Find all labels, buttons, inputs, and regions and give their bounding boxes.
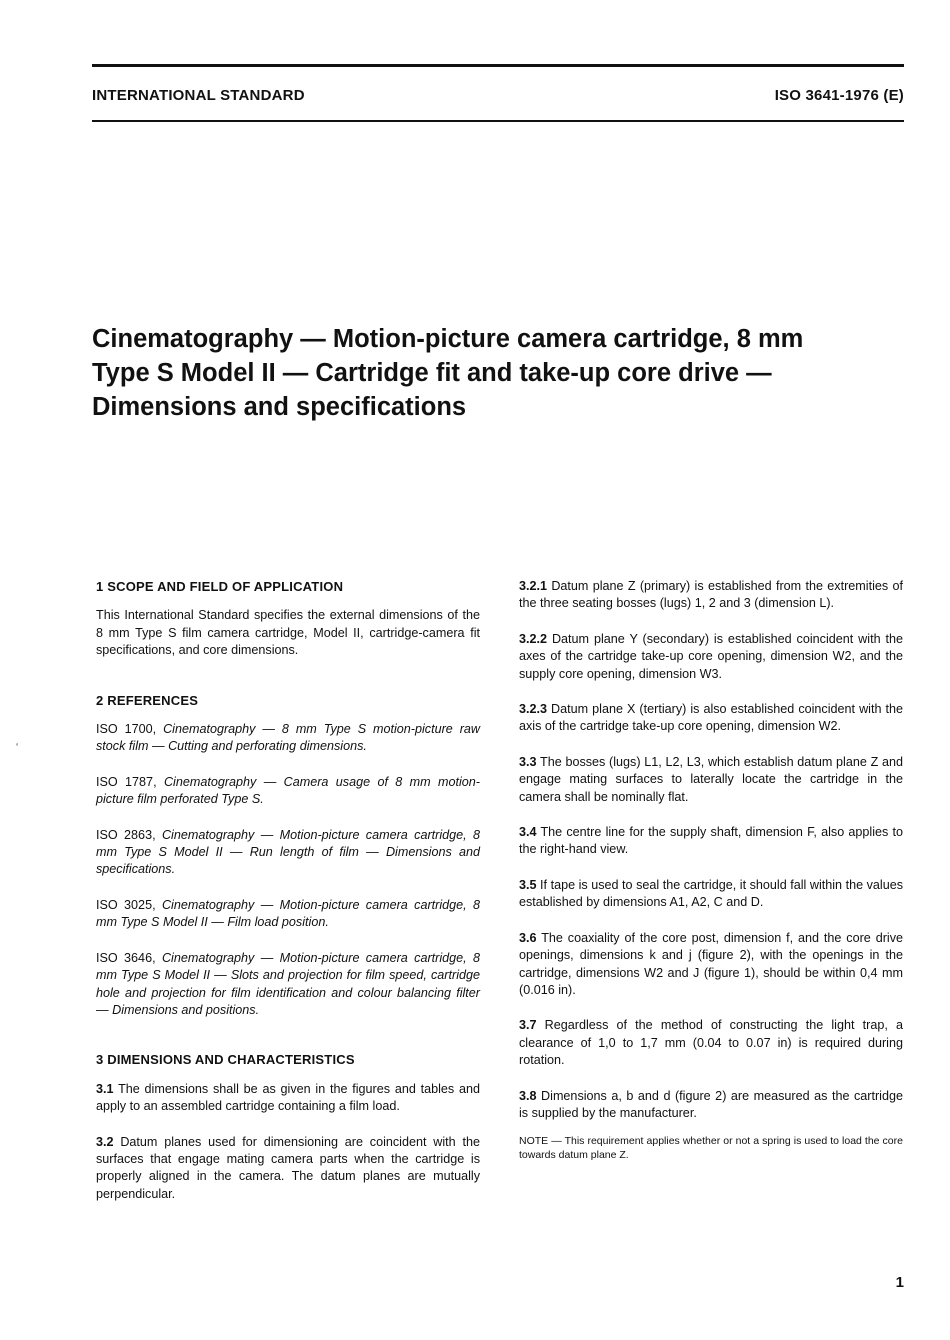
reference-item: ISO 2863, Cinematography — Motion-picture camera cartridge, 8 mm Type S Model II — Run length of film — Dimensions and specifications. <box>96 827 481 877</box>
clause-3-2: 3.2 Datum planes used for dimensioning are coincident with the surfaces that engage mating camera parts when the cartridge is properly aligned in the camera. The datum planes are mutually perpendicular. <box>96 1134 480 1201</box>
note: NOTE — This requirement applies whether or not a spring is used to load the core towards datum plane Z. <box>519 1135 903 1162</box>
page-number: 1 <box>895 1274 904 1291</box>
reference-item: ISO 3646, Cinematography — Motion-picture camera cartridge, 8 mm Type S Model II — Slots and projection for film speed, cartridge hole and projection for film identification and colour balancing filter — Dimensions and positions. <box>96 950 481 1017</box>
clause-3-3: 3.3 The bosses (lugs) L1, L2, L3, which establish datum plane Z and engage mating surfaces to laterally locate the cartridge in the camera shall be nominally flat. <box>519 754 903 804</box>
section-3-heading: 3 DIMENSIONS AND CHARACTERISTICS <box>96 1052 355 1068</box>
margin-mark: ‘ <box>16 742 19 753</box>
header-standard-label: INTERNATIONAL STANDARD <box>92 87 305 104</box>
header-rule-top <box>92 64 904 67</box>
title-line-1: Cinematography — Motion-picture camera cartridge, 8 mm <box>92 325 804 353</box>
section-1-text: This International Standard specifies the external dimensions of the 8 mm Type S film camera cartridge, Model II, cartridge-camera fit specifications, and core dimensions. <box>96 608 480 658</box>
clause-3-2-3: 3.2.3 Datum plane X (tertiary) is also established coincident with the axis of the cartridge take-up core opening, dimension W2. <box>519 702 903 734</box>
page-title <box>92 322 892 424</box>
title-line-2: Type S Model II — Cartridge fit and take-up core drive — <box>92 359 772 387</box>
clause-3-5: 3.5 If tape is used to seal the cartridge, it should fall within the values established by dimensions A1, A2, C and D. <box>519 877 904 910</box>
clause-3-7: 3.7 Regardless of the method of constructing the light trap, a clearance of 1,0 to 1,7 mm (0.04 to 0.07 in) is required during rotation. <box>519 1018 903 1068</box>
section-1-heading: 1 SCOPE AND FIELD OF APPLICATION <box>96 579 344 594</box>
reference-item: ISO 1700, Cinematography — 8 mm Type S motion-picture raw stock film — Cutting and perforating dimensions. <box>96 722 481 754</box>
clause-3-4: 3.4 The centre line for the supply shaft, dimension F, also applies to the right-hand view. <box>519 825 903 857</box>
clause-3-6: 3.6 The coaxiality of the core post, dimension f, and the core drive openings, dimensions k and j (figure 2), with the openings in the cartridge, dimensions W2 and J (figure 1), should be within 0,4 mm (0.016 in). <box>519 930 903 997</box>
header-standard-number: ISO 3641-1976 (E) <box>774 87 904 104</box>
title-line-3: Dimensions and specifications <box>92 393 467 421</box>
right-column <box>519 578 903 1162</box>
clause-3-8: 3.8 Dimensions a, b and d (figure 2) are measured as the cartridge is supplied by the manufacturer. <box>519 1088 903 1120</box>
clause-3-2-2: 3.2.2 Datum plane Y (secondary) is established coincident with the axes of the cartridge take-up core opening, dimension W2, and the supply core opening, dimension W3. <box>519 631 903 681</box>
reference-item: ISO 3025, Cinematography — Motion-picture camera cartridge, 8 mm Type S Model II — Film load position. <box>96 897 481 930</box>
clause-3-2-1: 3.2.1 Datum plane Z (primary) is established from the extremities of the three seating bosses (lugs) 1, 2 and 3 (dimension L). <box>519 579 903 611</box>
header-rule-bottom <box>92 120 904 122</box>
clause-3-1: 3.1 The dimensions shall be as given in the figures and tables and apply to an assembled cartridge containing a film load. <box>96 1081 480 1114</box>
reference-item: ISO 1787, Cinematography — Camera usage of 8 mm motion-picture film perforated Type S. <box>96 774 480 807</box>
section-2-heading: 2 REFERENCES <box>96 692 199 708</box>
left-column <box>96 578 480 1203</box>
